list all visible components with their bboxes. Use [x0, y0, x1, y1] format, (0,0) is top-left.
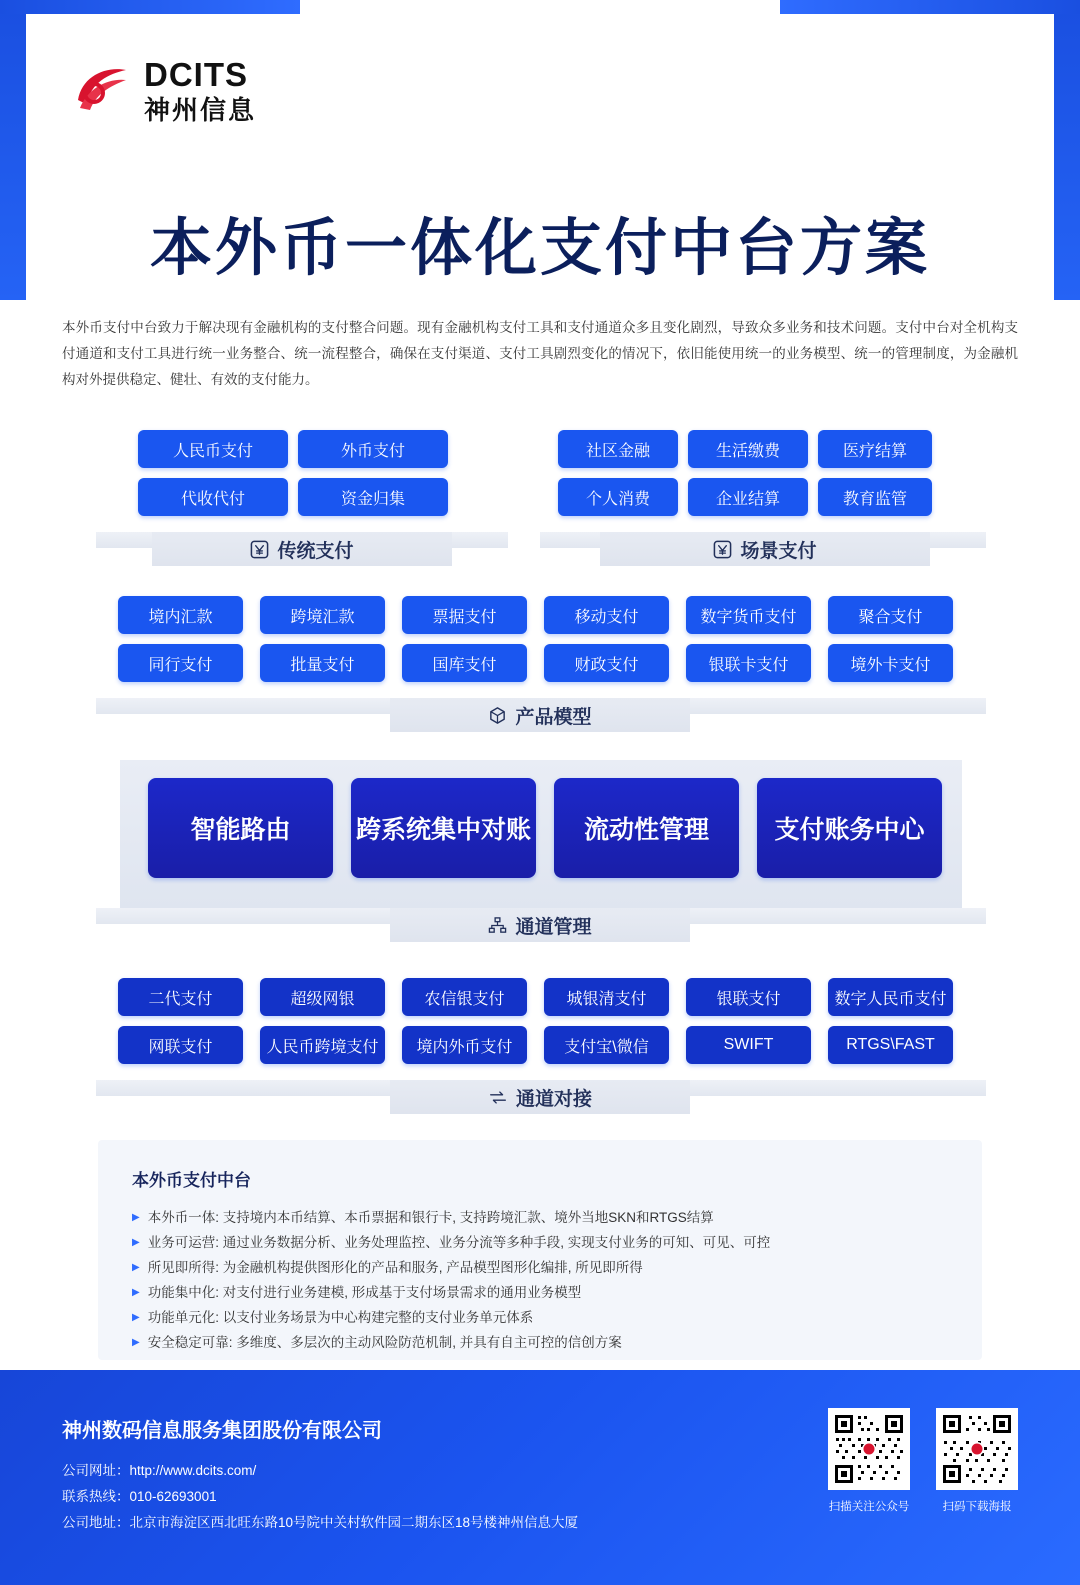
- block-liquidity-management[interactable]: 流动性管理: [554, 778, 739, 878]
- feature-text: 功能单元化: 以支付业务场景为中心构建完整的支付业务单元体系: [147, 1310, 534, 1325]
- bullet-triangle-icon: ▶: [132, 1337, 140, 1348]
- pill-rtgs-fast[interactable]: RTGS\FAST: [828, 1026, 953, 1064]
- group-channel-management: [148, 778, 942, 878]
- pill-city-bank-clearing-payment[interactable]: 城银清支付: [544, 978, 669, 1016]
- pill-domestic-remittance[interactable]: 境内汇款: [118, 596, 243, 634]
- logo-text-en: DCITS: [144, 56, 248, 93]
- qr-codes: [828, 1408, 1018, 1514]
- section-label-text: 通道对接: [515, 1088, 592, 1110]
- block-cross-system-reconciliation[interactable]: 跨系统集中对账: [351, 778, 536, 878]
- pill-rural-credit-bank-payment[interactable]: 农信银支付: [402, 978, 527, 1016]
- section-label-traditional: [152, 532, 452, 566]
- pill-education-supervision[interactable]: 教育监管: [818, 478, 932, 516]
- pill-unionpay-payment[interactable]: 银联支付: [686, 978, 811, 1016]
- section-label-text: 产品模型: [515, 706, 592, 728]
- pill-enterprise-settlement[interactable]: 企业结算: [688, 478, 808, 516]
- pill-nets-union-payment[interactable]: 网联支付: [118, 1026, 243, 1064]
- pill-collection-payment[interactable]: 代收代付: [138, 478, 288, 516]
- group-product-model: [118, 596, 953, 682]
- pill-digital-rmb-payment[interactable]: 数字人民币支付: [828, 978, 953, 1016]
- bullet-triangle-icon: ▶: [132, 1262, 140, 1273]
- yen-badge-icon: [713, 540, 732, 559]
- features-heading: 本外币支付中台: [132, 1171, 251, 1190]
- pill-fund-pooling[interactable]: 资金归集: [298, 478, 448, 516]
- pill-aggregate-payment[interactable]: 聚合支付: [828, 596, 953, 634]
- pill-medical-settlement[interactable]: 医疗结算: [818, 430, 932, 468]
- pill-living-payment[interactable]: 生活缴费: [688, 430, 808, 468]
- footer-contact-block: [62, 1458, 578, 1536]
- section-label-channel-management: [390, 908, 690, 942]
- pill-fiscal-payment[interactable]: 财政支付: [544, 644, 669, 682]
- section-label-product-model: [390, 698, 690, 732]
- feature-item: [132, 1255, 948, 1280]
- qr-item-wechat: [828, 1408, 910, 1514]
- pill-super-online-banking[interactable]: 超级网银: [260, 978, 385, 1016]
- section-label-scenario: [600, 532, 930, 566]
- section-label-text: 通道管理: [515, 916, 592, 938]
- pill-swift[interactable]: SWIFT: [686, 1026, 811, 1064]
- decor-top-left-bar: [0, 0, 300, 14]
- yen-badge-icon: [250, 540, 269, 559]
- features-panel: [98, 1140, 982, 1360]
- pill-mobile-payment[interactable]: 移动支付: [544, 596, 669, 634]
- pill-community-finance[interactable]: 社区金融: [558, 430, 678, 468]
- feature-text: 所见即所得: 为金融机构提供图形化的产品和服务, 产品模型图形化编排, 所见即所得: [147, 1260, 643, 1275]
- footer-hotline: 联系热线：010-62693001: [62, 1489, 217, 1504]
- pill-cross-border-remittance[interactable]: 跨境汇款: [260, 596, 385, 634]
- org-chart-icon: [488, 916, 507, 935]
- intro-paragraph: 本外币支付中台致力于解决现有金融机构的支付整合问题。现有金融机构支付工具和支付通道众多且变化剧烈，导致众多业务和技术问题。支付中台对全机构支付通道和支付工具进行统一业务整合、统一流程整合，确保在支付渠道、支付工具剧烈变化的情况下，依旧能使用统一的业务模型、统一的管理制度，为金融机构对外提供稳定、健壮、有效的支付能力。: [62, 320, 1018, 387]
- dcits-swoosh-logo-icon: [70, 60, 132, 122]
- section-label-channel-docking: [390, 1080, 690, 1114]
- pill-rmb-cross-border-payment[interactable]: 人民币跨境支付: [260, 1026, 385, 1064]
- exchange-arrows-icon: [488, 1088, 508, 1107]
- pill-treasury-payment[interactable]: 国库支付: [402, 644, 527, 682]
- brand-logo: [70, 58, 256, 123]
- feature-text: 安全稳定可靠: 多维度、多层次的主动风险防范机制, 并具有自主可控的信创方案: [147, 1335, 622, 1350]
- feature-item: [132, 1305, 948, 1330]
- section-label-text: 传统支付: [277, 540, 354, 562]
- qr-item-poster: [936, 1408, 1018, 1514]
- feature-item: [132, 1280, 948, 1305]
- section-label-text: 场景支付: [740, 540, 817, 562]
- feature-item: [132, 1230, 948, 1255]
- feature-text: 本外币一体: 支持境内本币结算、本币票据和银行卡, 支持跨境汇款、境外当地SKN和RTGS结算: [147, 1210, 714, 1225]
- qr-caption: 扫描关注公众号: [828, 1501, 910, 1513]
- block-smart-routing[interactable]: 智能路由: [148, 778, 333, 878]
- wechat-qr-code[interactable]: [828, 1408, 910, 1490]
- footer-website[interactable]: 公司网址：http://www.dcits.com/: [62, 1463, 257, 1478]
- footer-address: 公司地址：北京市海淀区西北旺东路10号院中关村软件园二期东区18号楼神州信息大厦: [62, 1515, 579, 1530]
- pill-second-gen-payment[interactable]: 二代支付: [118, 978, 243, 1016]
- feature-text: 业务可运营: 通过业务数据分析、业务处理监控、业务分流等多种手段, 实现支付业务的可知、可见、可控: [147, 1235, 771, 1250]
- pill-digital-currency-payment[interactable]: 数字货币支付: [686, 596, 811, 634]
- block-payment-accounting-center[interactable]: 支付账务中心: [757, 778, 942, 878]
- pill-alipay-wechat[interactable]: 支付宝\微信: [544, 1026, 669, 1064]
- cube-icon: [488, 706, 507, 725]
- feature-text: 功能集中化: 对支付进行业务建模, 形成基于支付场景需求的通用业务模型: [147, 1285, 582, 1300]
- bullet-triangle-icon: ▶: [132, 1237, 140, 1248]
- feature-item: [132, 1205, 948, 1230]
- bullet-triangle-icon: ▶: [132, 1287, 140, 1298]
- feature-item: [132, 1330, 948, 1355]
- footer-company-name: 神州数码信息服务集团股份有限公司: [62, 1420, 382, 1442]
- group-traditional: [138, 430, 448, 516]
- group-scenario: [558, 430, 932, 516]
- decor-top-right-bar: [780, 0, 1080, 14]
- qr-caption: 扫码下载海报: [942, 1501, 1012, 1513]
- group-channel-docking: [118, 978, 953, 1064]
- footer: [0, 1370, 1080, 1585]
- pill-peer-payment[interactable]: 同行支付: [118, 644, 243, 682]
- pill-unionpay-card-payment[interactable]: 银联卡支付: [686, 644, 811, 682]
- pill-batch-payment[interactable]: 批量支付: [260, 644, 385, 682]
- pill-bill-payment[interactable]: 票据支付: [402, 596, 527, 634]
- bullet-triangle-icon: ▶: [132, 1212, 140, 1223]
- logo-text-cn: 神州信息: [144, 95, 257, 125]
- pill-fx-payment[interactable]: 外币支付: [298, 430, 448, 468]
- bullet-triangle-icon: ▶: [132, 1312, 140, 1323]
- pill-overseas-card-payment[interactable]: 境外卡支付: [828, 644, 953, 682]
- pill-rmb-payment[interactable]: 人民币支付: [138, 430, 288, 468]
- page-title: 本外币一体化支付中台方案: [149, 214, 930, 283]
- poster-qr-code[interactable]: [936, 1408, 1018, 1490]
- pill-personal-consumption[interactable]: 个人消费: [558, 478, 678, 516]
- pill-domestic-fx-payment[interactable]: 境内外币支付: [402, 1026, 527, 1064]
